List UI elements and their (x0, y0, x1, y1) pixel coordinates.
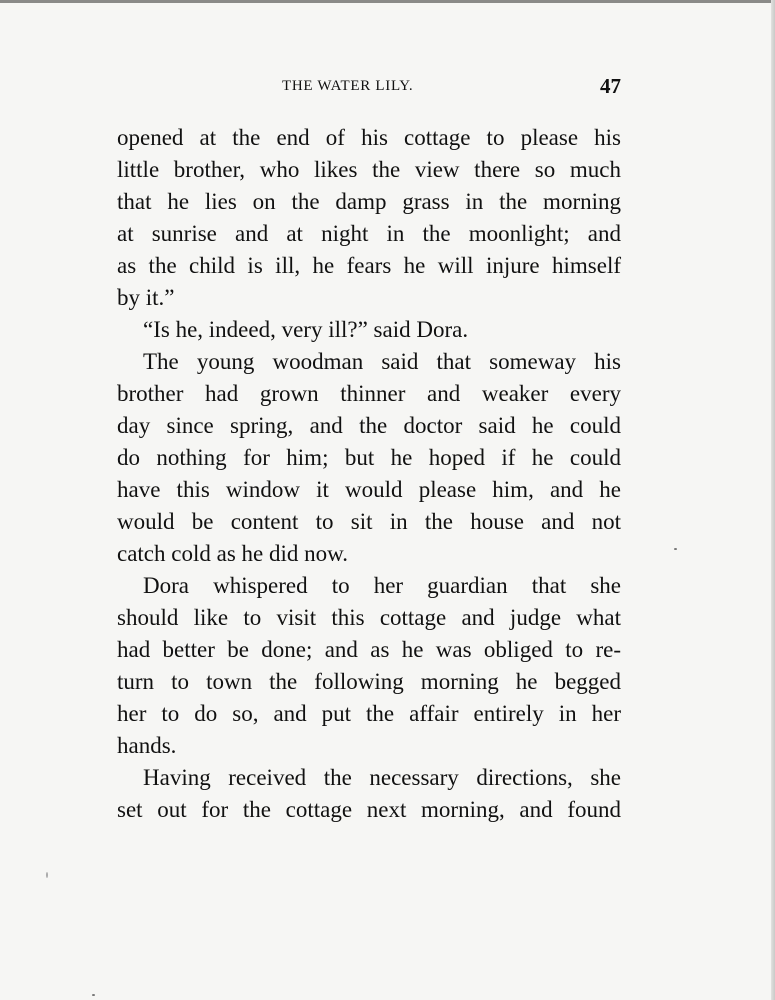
text-line: brother had grown thinner and weaker every (117, 381, 621, 406)
running-head (117, 76, 625, 100)
paper-speck (46, 872, 48, 878)
text-line: should like to visit this cottage and judge what (117, 605, 621, 630)
running-title: THE WATER LILY. (282, 78, 414, 94)
text-line: that he lies on the damp grass in the morning (117, 189, 621, 214)
text-line: do nothing for him; but he hoped if he could (117, 445, 621, 470)
text-line: hands. (117, 733, 177, 758)
text-line: Having received the necessary directions, she (143, 765, 621, 790)
text-line: had better be done; and as he was obliged to re- (117, 637, 621, 662)
text-line: little brother, who likes the view there so much (117, 157, 621, 182)
page-top-edge (0, 0, 775, 3)
text-line: The young woodman said that someway his (143, 349, 621, 374)
text-line: her to do so, and put the affair entirely in her (117, 701, 621, 726)
text-line: set out for the cottage next morning, and found (117, 797, 621, 822)
text-line: have this window it would please him, and he (117, 477, 621, 502)
text-line: “Is he, indeed, very ill?” said Dora. (143, 317, 469, 342)
page-right-edge (771, 0, 775, 1000)
text-line: would be content to sit in the house and not (117, 509, 621, 534)
text-line: turn to town the following morning he begged (117, 669, 621, 694)
text-line: by it.” (117, 285, 175, 310)
text-line: catch cold as he did now. (117, 541, 348, 566)
text-line: day since spring, and the doctor said he could (117, 413, 621, 438)
text-line: Dora whispered to her guardian that she (143, 573, 621, 598)
paper-speck (674, 548, 677, 550)
body-text (117, 122, 621, 826)
text-line: at sunrise and at night in the moonlight; and (117, 221, 621, 246)
page-number: 47 (600, 74, 621, 98)
text-line: as the child is ill, he fears he will injure himself (117, 253, 621, 278)
paper-speck (92, 994, 95, 996)
text-line: opened at the end of his cottage to please his (117, 125, 621, 150)
